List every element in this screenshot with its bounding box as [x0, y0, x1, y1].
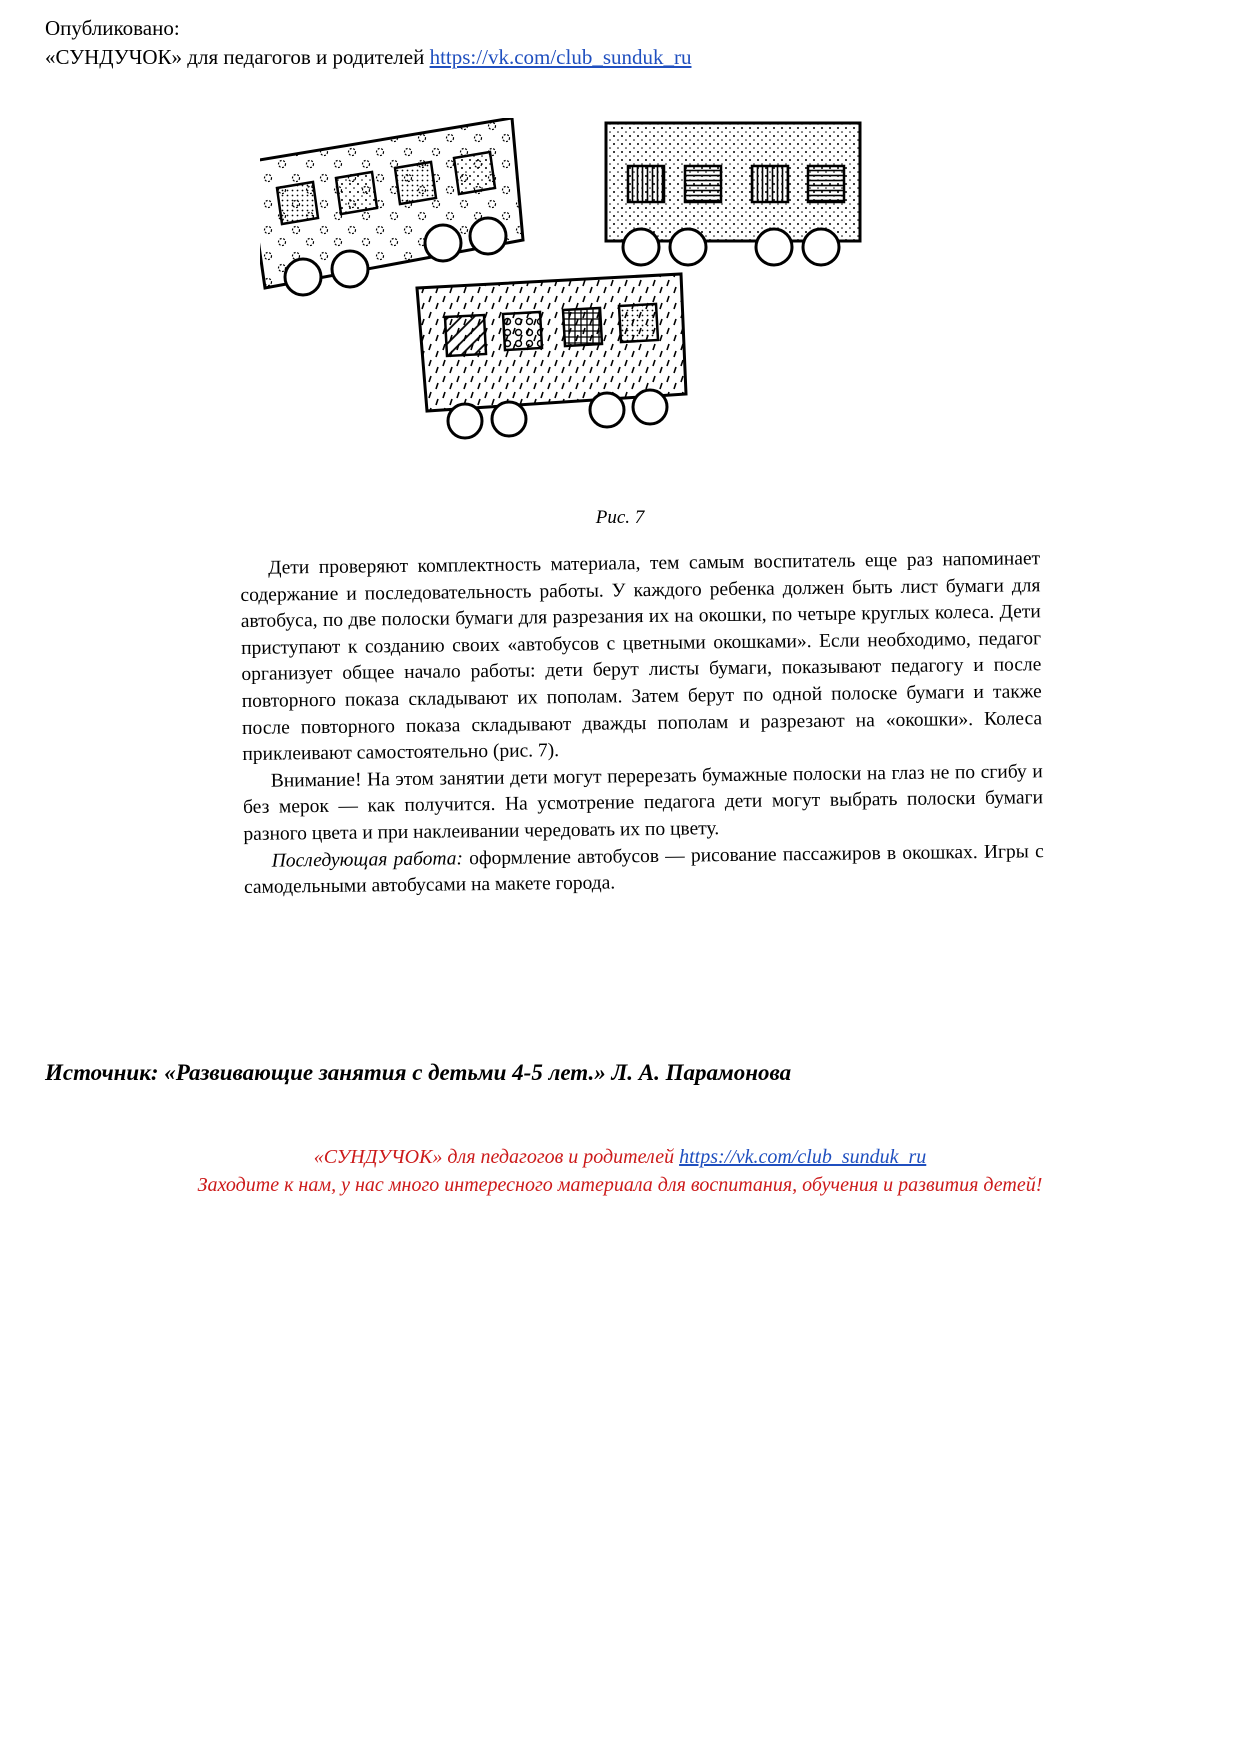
paragraph-3-text: оформление автобусов — рисование пассажиров в окошках. Игры с самодельными автобусами на макете города. — [243, 840, 1044, 899]
footer-channel: «СУНДУЧОК» для педагогов и родителей — [313, 1146, 675, 1168]
footer-channel-line — [0, 1146, 1240, 1169]
bus-2 — [606, 123, 860, 265]
bus-3 — [417, 274, 686, 438]
body-text — [240, 546, 1044, 901]
source-citation: Источник: «Развивающие занятия с детьми 4-5 лет.» Л. А. Парамонова — [45, 1060, 792, 1085]
paragraph-2-lead: Внимание! — [270, 769, 362, 792]
header-channel: «СУНДУЧОК» для педагогов и родителей — [45, 45, 425, 69]
published-label: Опубликовано: — [45, 16, 180, 40]
figure-caption: Рис. 7 — [595, 507, 645, 528]
figure-buses — [260, 118, 980, 498]
paragraph-2-text: На этом занятии дети могут перерезать бумажные полоски на глаз не по сгибу и без мерок — как получится. На усмотрение педагога дети могут выбрать полоски бумаги разного цвета и при наклеивании чередовать их по цвету. — [242, 760, 1044, 845]
header — [45, 14, 692, 72]
paragraph-1: Дети проверяют комплектность материала, тем самым воспитатель еще раз напоминает содержание и последовательность работы. У каждого ребенка должен быть лист бумаги для автобуса, по две полоски бумаги для разрезания их на окошки, по четыре круглых колеса. Дети приступают к созданию своих «автобусов с цветными окошками». Если необходимо, педагог организует общее начало работы: дети берут листы бумаги, показывают педагогу и после повторного показа складывают их пополам. Затем берут по одной полоске бумаги и также после повторного показа складывают дважды пополам и разрезают на «окошки». Колеса приклеивают самостоятельно (рис. 7). — [240, 548, 1043, 766]
header-channel-line — [45, 43, 692, 72]
footer-link[interactable]: https://vk.com/club_sunduk_ru — [679, 1146, 927, 1168]
bus-1 — [260, 118, 523, 295]
footer-invite: Заходите к нам, у нас много интересного материала для воспитания, обучения и развития детей! — [197, 1174, 1043, 1196]
paragraph-3-lead: Последующая работа: — [271, 847, 464, 872]
paragraph-3 — [244, 839, 1045, 902]
paragraph-2 — [243, 759, 1044, 849]
header-link[interactable]: https://vk.com/club_sunduk_ru — [429, 45, 692, 69]
